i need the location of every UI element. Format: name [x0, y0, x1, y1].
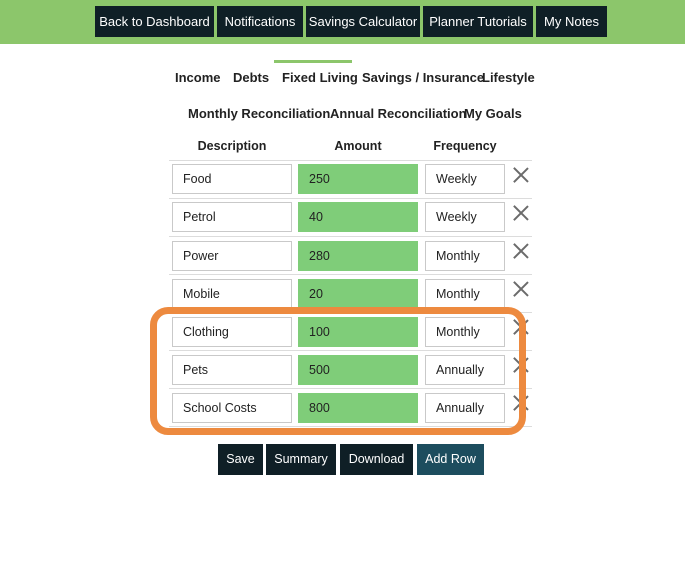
close-icon[interactable] [513, 395, 529, 411]
table-divider [169, 312, 532, 313]
close-icon[interactable] [513, 319, 529, 335]
frequency-select[interactable]: Annually [425, 393, 505, 423]
savings-calculator-button[interactable]: Savings Calculator [306, 6, 420, 37]
description-field[interactable]: Power [172, 241, 292, 271]
description-field[interactable]: Mobile [172, 279, 292, 309]
frequency-select[interactable]: Weekly [425, 164, 505, 194]
description-field[interactable]: Food [172, 164, 292, 194]
planner-tutorials-button[interactable]: Planner Tutorials [423, 6, 533, 37]
tab-annual-reconciliation[interactable]: Annual Reconciliation [330, 106, 467, 121]
column-header-amount: Amount [334, 139, 382, 153]
table-divider [169, 160, 532, 161]
frequency-select[interactable]: Monthly [425, 279, 505, 309]
amount-field[interactable]: 500 [298, 355, 418, 385]
tab-my-goals[interactable]: My Goals [464, 106, 522, 121]
add-row-button[interactable]: Add Row [417, 444, 484, 475]
description-field[interactable]: School Costs [172, 393, 292, 423]
close-icon[interactable] [513, 281, 529, 297]
table-divider [169, 236, 532, 237]
close-icon[interactable] [513, 357, 529, 373]
tab-debts[interactable]: Debts [233, 70, 270, 85]
close-icon[interactable] [513, 243, 529, 259]
notifications-button[interactable]: Notifications [217, 6, 303, 37]
column-header-description: Description [197, 139, 267, 153]
table-divider [169, 388, 532, 389]
download-button[interactable]: Download [340, 444, 413, 475]
save-button[interactable]: Save [218, 444, 263, 475]
tab-monthly-reconciliation[interactable]: Monthly Reconciliation [188, 106, 331, 121]
table-divider [169, 426, 532, 427]
amount-field[interactable]: 280 [298, 241, 418, 271]
back-to-dashboard-button[interactable]: Back to Dashboard [95, 6, 214, 37]
frequency-select[interactable]: Monthly [425, 241, 505, 271]
my-notes-button[interactable]: My Notes [536, 6, 607, 37]
frequency-select[interactable]: Monthly [425, 317, 505, 347]
close-icon[interactable] [513, 167, 529, 183]
amount-field[interactable]: 40 [298, 202, 418, 232]
amount-field[interactable]: 800 [298, 393, 418, 423]
tab-income[interactable]: Income [175, 70, 221, 85]
table-divider [169, 350, 532, 351]
table-divider [169, 274, 532, 275]
close-icon[interactable] [513, 205, 529, 221]
tab-savings-insurance[interactable]: Savings / Insurance [362, 70, 485, 85]
frequency-select[interactable]: Weekly [425, 202, 505, 232]
summary-button[interactable]: Summary [266, 444, 336, 475]
tab-fixed-living[interactable]: Fixed Living [282, 70, 358, 85]
table-divider [169, 198, 532, 199]
active-tab-indicator [274, 60, 352, 63]
description-field[interactable]: Pets [172, 355, 292, 385]
frequency-select[interactable]: Annually [425, 355, 505, 385]
amount-field[interactable]: 250 [298, 164, 418, 194]
column-header-frequency: Frequency [433, 139, 497, 153]
tab-lifestyle[interactable]: Lifestyle [482, 70, 535, 85]
amount-field[interactable]: 20 [298, 279, 418, 309]
amount-field[interactable]: 100 [298, 317, 418, 347]
description-field[interactable]: Petrol [172, 202, 292, 232]
description-field[interactable]: Clothing [172, 317, 292, 347]
